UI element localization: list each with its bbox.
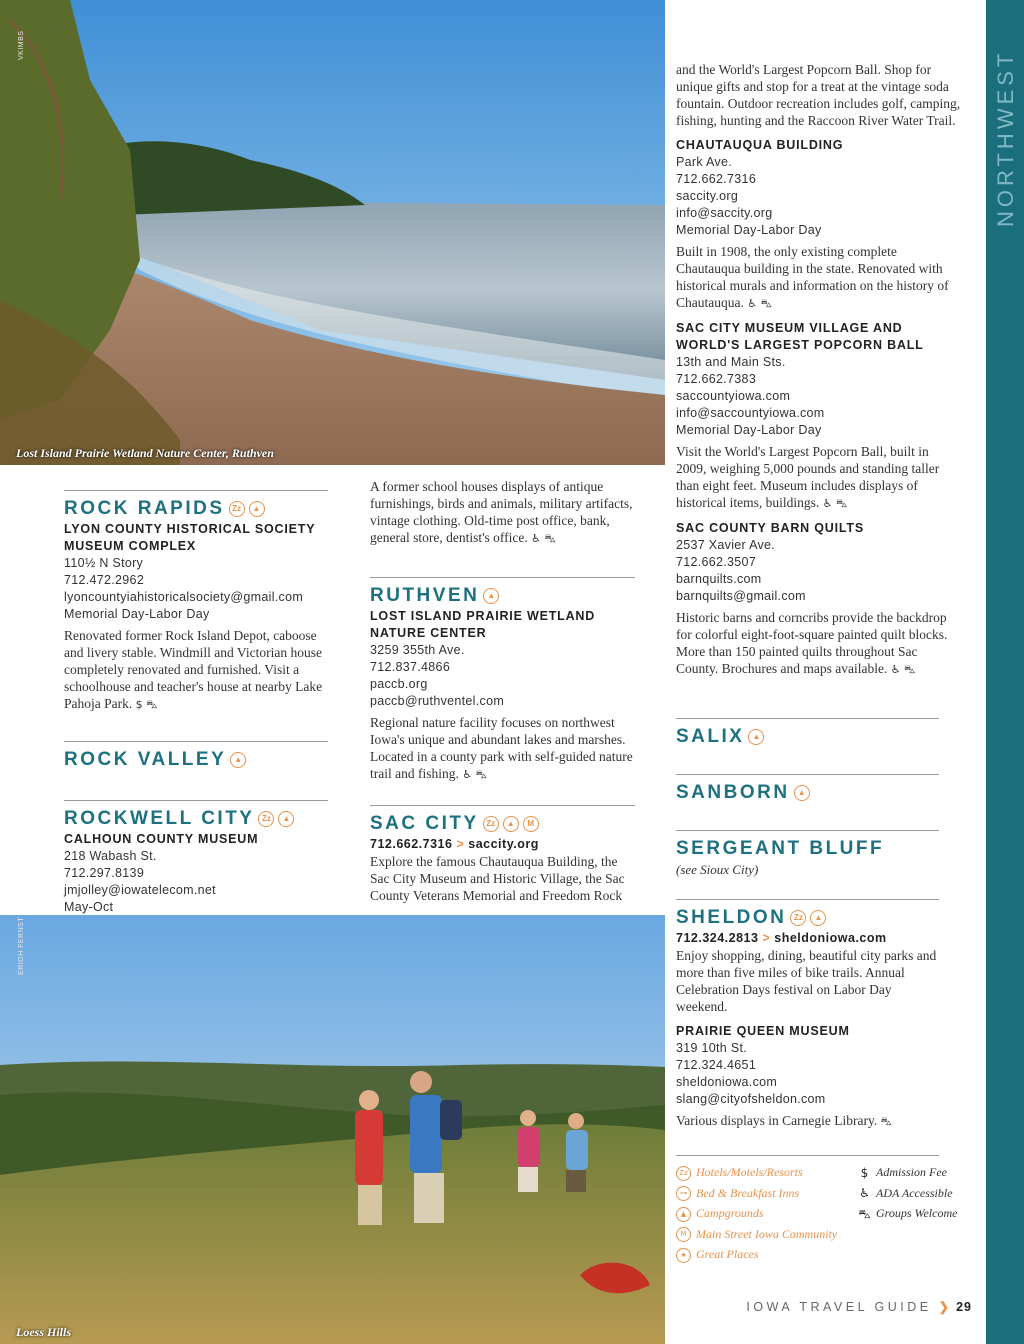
divider [64, 800, 328, 801]
attraction-heading: CHAUTAUQUA BUILDING [676, 138, 844, 152]
continued-description: A former school houses displays of antique furnishings, birds and animals, military artifacts, vintage clothing. Old-time post office, bank, general store, dentist's office. ♿ ⛍ [370, 479, 633, 545]
divider [676, 1155, 939, 1156]
campground-icon: ▲ [230, 752, 246, 768]
email-link[interactable]: slang@cityofsheldon.com [676, 1092, 826, 1106]
amenity-icons: ⛍ [880, 1115, 892, 1128]
legend-item: ⛍ Groups Welcome [858, 1206, 958, 1221]
attraction-heading: NATURE CENTER [370, 626, 487, 640]
amenity-icons: ♿ ⛍ [822, 497, 848, 510]
town-rock-valley [64, 748, 328, 772]
town-sheldon [676, 906, 939, 930]
phone: 712.324.2813 [676, 931, 759, 945]
photo-caption: Loess Hills [16, 1325, 72, 1339]
bed-breakfast-icon: ⊶ [676, 1186, 691, 1201]
town-sac-city [370, 812, 635, 836]
address: 3259 355th Ave. [370, 643, 465, 657]
address: 13th and Main Sts. [676, 355, 786, 369]
admission-fee-icon: $ [860, 1165, 869, 1180]
town-name: SAC CITY [370, 813, 479, 834]
town-name: SALIX [676, 726, 745, 747]
phone: 712.324.4651 [676, 1058, 757, 1072]
legend-item: ♿ ADA Accessible [859, 1185, 953, 1201]
attraction-heading: WORLD'S LARGEST POPCORN BALL [676, 338, 924, 352]
description: Explore the famous Chautauqua Building, the Sac City Museum and Historic Village, the Sac County Veterans Memorial and Freedom Rock [370, 854, 625, 903]
website-link[interactable]: sheldoniowa.com [774, 931, 887, 945]
phone: 712.662.7316 [370, 837, 453, 851]
phone: 712.662.3507 [676, 555, 757, 569]
town-ruthven [370, 584, 635, 608]
campground-icon: ▲ [278, 811, 294, 827]
description: Renovated former Rock Island Depot, caboose and livery stable. Windmill and Victorian house completely renovated and furnished. Visit a schoolhouse and teacher's house at nearby Lake Pahoja Park. $ ⛍ [64, 628, 323, 711]
amenity-icons: $ ⛍ [135, 698, 158, 711]
legend [676, 1155, 939, 1162]
campground-icon: ▲ [810, 910, 826, 926]
campground-icon: ▲ [748, 729, 764, 745]
website-link[interactable]: saccountyiowa.com [676, 389, 791, 403]
description: Regional nature facility focuses on northwest Iowa's unique and abundant lakes and marshes. Located in a county park with self-guided nature trail and fishing. ♿ ⛍ [370, 715, 633, 781]
address: 110½ N Story [64, 556, 144, 570]
hotel-icon: Zz [790, 910, 806, 926]
cross-reference-note: (see Sioux City) [676, 862, 759, 877]
town-name: SHELDON [676, 907, 787, 928]
website-link[interactable]: barnquilts.com [676, 572, 762, 586]
amenity-icons: ♿ ⛍ [462, 768, 487, 781]
legend-item: $ Admission Fee [858, 1162, 968, 1183]
town-name: SANBORN [676, 782, 790, 803]
description: Visit the World's Largest Popcorn Ball, built in 2009, weighing 5,000 pounds and standing taller than eight feet. Museum includes displays of historical items, buildings. ♿ ⛍ [676, 444, 940, 510]
email-link[interactable]: paccb@ruthventel.com [370, 694, 505, 708]
town-name: ROCK VALLEY [64, 749, 227, 770]
amenity-icons: ♿ ⛍ [531, 532, 556, 545]
photo-caption: Lost Island Prairie Wetland Nature Center, Ruthven [16, 446, 274, 460]
email-link[interactable]: barnquilts@gmail.com [676, 589, 806, 603]
attraction-heading: MUSEUM COMPLEX [64, 539, 197, 553]
attraction-heading: LYON COUNTY HISTORICAL SOCIETY [64, 522, 316, 536]
contact-line [676, 930, 939, 947]
address: Park Ave. [676, 155, 732, 169]
ada-accessible-icon: ♿ [859, 1186, 870, 1201]
town-rockwell-city [64, 807, 328, 831]
phone: 712.297.8139 [64, 866, 145, 880]
attraction-heading: SAC COUNTY BARN QUILTS [676, 521, 864, 535]
description: Various displays in Carnegie Library. ⛍ [676, 1113, 892, 1128]
contact-line [370, 836, 635, 853]
address: 2537 Xavier Ave. [676, 538, 776, 552]
legend-item: ⊶ Bed & Breakfast Inns [676, 1183, 856, 1204]
legend-item: ★ Great Places [676, 1244, 856, 1265]
continued-description: and the World's Largest Popcorn Ball. Shop for unique gifts and stop for a treat at the vintage soda fountain. Outdoor recreation includes golf, camping, fishing, hunting and the Raccoon River Water Trail. [676, 62, 961, 128]
lake-shore-photo [0, 0, 665, 465]
phone: 712.662.7383 [676, 372, 757, 386]
address: 218 Wabash St. [64, 849, 157, 863]
town-sanborn [676, 781, 939, 805]
legend-item: Zz Hotels/Motels/Resorts [676, 1162, 856, 1183]
divider [64, 490, 328, 491]
website-link[interactable]: saccity.org [468, 837, 539, 851]
phone: 712.662.7316 [676, 172, 757, 186]
divider [676, 899, 939, 900]
email-link[interactable]: jmjolley@iowatelecom.net [64, 883, 216, 897]
description: Built in 1908, the only existing complete Chautauqua building in the state. Renovated with historical murals and information on the history of Chautauqua. ♿ ⛍ [676, 244, 949, 310]
right-column [676, 61, 961, 678]
description: Enjoy shopping, dining, beautiful city parks and more than five miles of bike trails. Annual Celebration Days festival on Labor Day weekend. [676, 948, 937, 1014]
campground-icon: ▲ [794, 785, 810, 801]
legend-item: ▲ Campgrounds [676, 1203, 856, 1224]
divider [64, 741, 328, 742]
legend-left [676, 1162, 856, 1265]
hotel-icon: Zz [258, 811, 274, 827]
campground-icon: ▲ [676, 1207, 691, 1222]
arrow-icon: > [762, 931, 771, 945]
groups-welcome-icon: ⛍ [858, 1206, 871, 1221]
season: Memorial Day-Labor Day [64, 607, 210, 621]
main-street-icon: M [676, 1227, 691, 1242]
campground-icon: ▲ [503, 816, 519, 832]
email-link[interactable]: lyoncountyiahistoricalsociety@gmail.com [64, 590, 304, 604]
legend-item: M Main Street Iowa Community [676, 1224, 856, 1245]
town-name: RUTHVEN [370, 585, 480, 606]
divider [370, 805, 635, 806]
hotel-icon: Zz [229, 501, 245, 517]
season: May-Oct [64, 900, 114, 914]
website-link[interactable]: sheldoniowa.com [676, 1075, 778, 1089]
publication-title: IOWA TRAVEL GUIDE [746, 1300, 932, 1314]
left-column [64, 490, 328, 916]
amenity-icons: ♿ ⛍ [747, 297, 772, 310]
divider [370, 577, 635, 578]
photo-credit: ERIOH FERNST [18, 916, 25, 975]
phone: 712.837.4866 [370, 660, 451, 674]
photo-credit: VKIMBS [18, 30, 25, 60]
town-salix [676, 725, 939, 749]
right-column-lower [676, 718, 939, 1130]
page-number: 29 [956, 1300, 972, 1314]
loess-hills-image [0, 915, 665, 1344]
phone: 712.472.2962 [64, 573, 145, 587]
attraction-heading: CALHOUN COUNTY MUSEUM [64, 832, 259, 846]
divider [676, 774, 939, 775]
website-link[interactable]: paccb.org [370, 677, 428, 691]
page-footer [746, 1299, 972, 1314]
address: 319 10th St. [676, 1041, 748, 1055]
email-link[interactable]: info@saccity.org [676, 206, 773, 220]
chevron-right-icon: ❯ [938, 1300, 950, 1314]
town-rock-rapids [64, 497, 328, 521]
email-link[interactable]: info@saccountyiowa.com [676, 406, 825, 420]
main-street-icon: M [523, 816, 539, 832]
campground-icon: ▲ [249, 501, 265, 517]
season: Memorial Day-Labor Day [676, 223, 822, 237]
season: Memorial Day-Labor Day [676, 423, 822, 437]
campground-icon: ▲ [483, 588, 499, 604]
town-sergeant-bluff: SERGEANT BLUFF [676, 838, 885, 859]
attraction-heading: PRAIRIE QUEEN MUSEUM [676, 1024, 850, 1038]
great-places-icon: ★ [676, 1248, 691, 1263]
town-name: ROCKWELL CITY [64, 808, 255, 829]
attraction-heading: LOST ISLAND PRAIRIE WETLAND [370, 609, 596, 623]
middle-column [370, 478, 635, 904]
attraction-heading: SAC CITY MUSEUM VILLAGE AND [676, 321, 903, 335]
lake-shore-image [0, 0, 665, 465]
website-link[interactable]: saccity.org [676, 189, 739, 203]
loess-hills-photo [0, 915, 665, 1344]
legend-right [858, 1162, 968, 1224]
hotel-icon: Zz [676, 1166, 691, 1181]
divider [676, 830, 939, 831]
arrow-icon: > [456, 837, 465, 851]
divider [676, 718, 939, 719]
town-name: ROCK RAPIDS [64, 498, 225, 519]
amenity-icons: ♿ ⛍ [890, 663, 916, 676]
region-label: NORTHWEST [993, 49, 1018, 227]
hotel-icon: Zz [483, 816, 499, 832]
description: Historic barns and corncribs provide the backdrop for colorful eight-foot-square painted quilt blocks. More than 150 painted quilts throughout Sac County. Brochures and maps available. ♿ ⛍ [676, 610, 948, 676]
